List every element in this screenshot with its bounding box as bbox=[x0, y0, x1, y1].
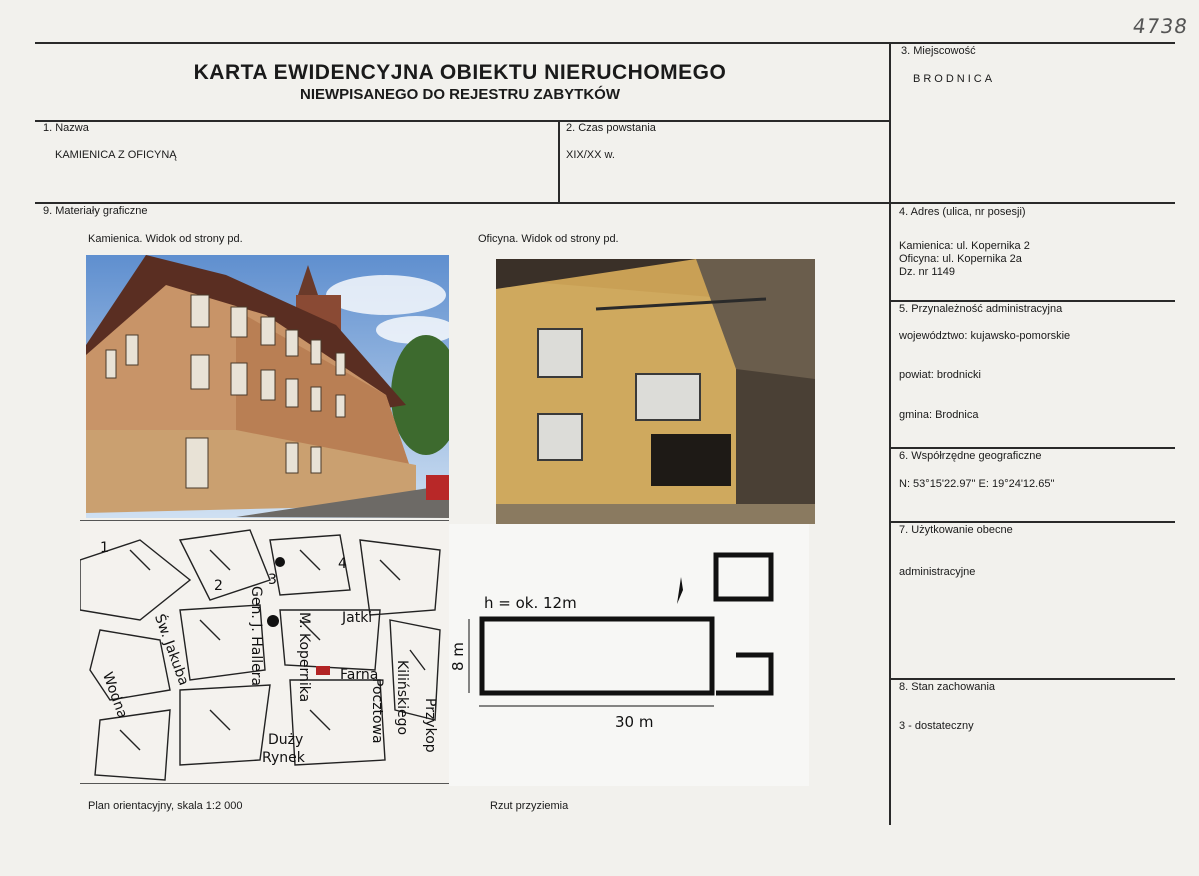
map-number-1: 1 bbox=[100, 540, 109, 556]
miejscowosc-value: BRODNICA bbox=[913, 73, 996, 85]
powiat-value: powiat: brodnicki bbox=[899, 369, 981, 381]
photo-oficyna bbox=[496, 259, 815, 524]
czas-label: 2. Czas powstania bbox=[566, 122, 656, 134]
map-label-jatki: Jatki bbox=[342, 610, 373, 626]
map-label-przykop: Przykop bbox=[422, 698, 438, 753]
wspolrzedne-value: N: 53°15'22.97" E: 19°24'12.65" bbox=[899, 478, 1055, 490]
map-label-duzy: Duży bbox=[268, 732, 304, 748]
plan-caption: Rzut przyziemia bbox=[490, 800, 569, 812]
map-label-farna: Farna bbox=[340, 667, 379, 683]
section-divider bbox=[35, 202, 1175, 204]
map-label-pocztowa: Pocztowa bbox=[369, 678, 385, 744]
przynaleznosc-label: 5. Przynależność administracyjna bbox=[899, 303, 1063, 315]
map-caption: Plan orientacyjny, skala 1:2 000 bbox=[88, 800, 243, 812]
wojewodztwo-value: województwo: kujawsko-pomorskie bbox=[899, 330, 1071, 342]
title-divider bbox=[35, 120, 891, 122]
uzytkowanie-label: 7. Użytkowanie obecne bbox=[899, 524, 1013, 536]
map-label-kilinskiego: Kilińskiego bbox=[394, 660, 410, 736]
top-border bbox=[35, 42, 1175, 44]
nazwa-label: 1. Nazwa bbox=[43, 122, 89, 134]
map-label-rynek: Rynek bbox=[262, 750, 305, 766]
nazwa-value: KAMIENICA Z OFICYNĄ bbox=[55, 149, 177, 161]
stan-value: 3 - dostateczny bbox=[899, 720, 974, 732]
floor-plan bbox=[449, 524, 809, 786]
plan-depth-label: 8 m bbox=[449, 642, 467, 671]
czas-value: XIX/XX w. bbox=[566, 149, 615, 161]
divider-8 bbox=[889, 678, 1175, 680]
right-column-divider bbox=[889, 42, 891, 825]
map-label-hallera: Gen. J. Hallera bbox=[248, 586, 264, 687]
miejscowosc-label: 3. Miejscowość bbox=[901, 45, 976, 57]
divider-5 bbox=[889, 300, 1175, 302]
adres-line-3: Dz. nr 1149 bbox=[899, 266, 956, 278]
divider-7 bbox=[889, 521, 1175, 523]
plan-width-label: 30 m bbox=[615, 713, 654, 731]
plan-height-label: h = ok. 12m bbox=[484, 594, 577, 612]
adres-line-1: Kamienica: ul. Kopernika 2 bbox=[899, 240, 1030, 252]
map-number-2: 2 bbox=[214, 578, 223, 594]
orientation-map bbox=[80, 520, 449, 784]
wspolrzedne-label: 6. Współrzędne geograficzne bbox=[899, 450, 1042, 462]
photo2-caption: Oficyna. Widok od strony pd. bbox=[478, 233, 619, 245]
map-label-wodna: Wodna bbox=[98, 670, 131, 721]
card-title: KARTA EWIDENCYJNA OBIEKTU NIERUCHOMEGO bbox=[193, 61, 727, 84]
gmina-value: gmina: Brodnica bbox=[899, 409, 979, 421]
adres-line-2: Oficyna: ul. Kopernika 2a bbox=[899, 253, 1022, 265]
map-number-4: 4 bbox=[338, 556, 347, 572]
handwritten-number: 4738 bbox=[1131, 14, 1190, 38]
adres-label: 4. Adres (ulica, nr posesji) bbox=[899, 206, 1026, 218]
photo1-caption: Kamienica. Widok od strony pd. bbox=[88, 233, 243, 245]
stan-label: 8. Stan zachowania bbox=[899, 681, 996, 693]
map-label-kopernika: M. Kopernika bbox=[296, 612, 312, 703]
photo-kamienica bbox=[86, 255, 449, 518]
name-date-divider bbox=[558, 120, 560, 202]
card-subtitle: NIEWPISANEGO DO REJESTRU ZABYTKÓW bbox=[299, 86, 621, 103]
materialy-label: 9. Materiały graficzne bbox=[43, 205, 148, 217]
uzytkowanie-value: administracyjne bbox=[899, 566, 976, 578]
divider-6 bbox=[889, 447, 1175, 449]
map-number-3: 3 bbox=[268, 572, 277, 588]
map-label-jakuba: Św. Jakuba bbox=[150, 612, 192, 688]
